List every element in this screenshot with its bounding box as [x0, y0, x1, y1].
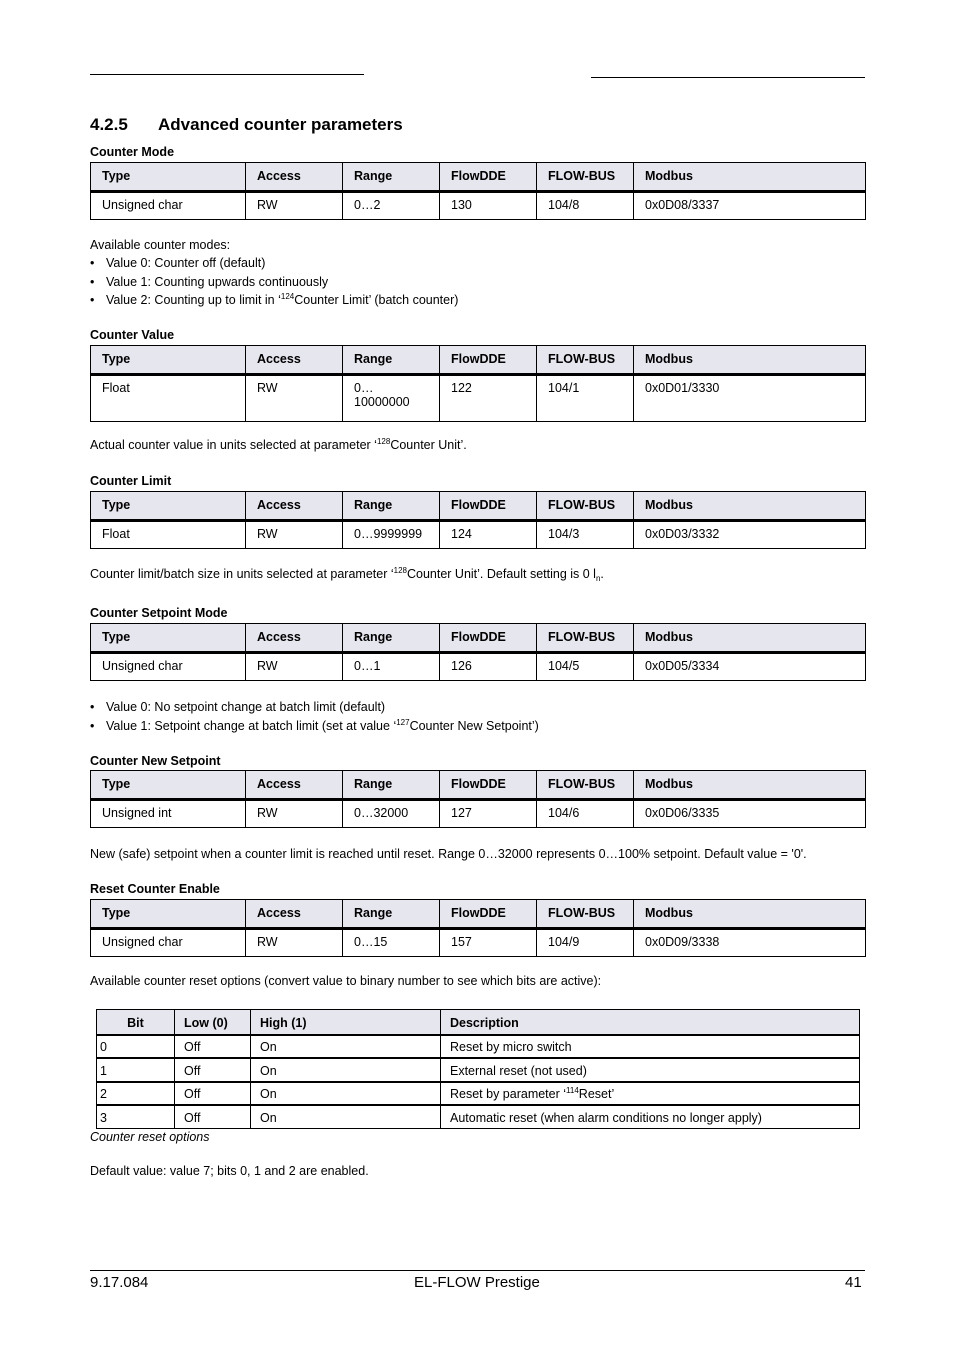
cell-type: Unsigned char [91, 653, 246, 681]
table-header-row [91, 346, 866, 375]
cell-flowdde: 127 [440, 800, 537, 828]
cell-range: 0…9999999 [343, 521, 440, 549]
table-row [91, 653, 866, 681]
cell-bit: 0 [97, 1035, 175, 1059]
table-header-row [91, 771, 866, 800]
cell-type: Unsigned int [91, 800, 246, 828]
table-row [91, 375, 866, 422]
cell-high: On [251, 1035, 441, 1059]
bullet-icon: • [90, 274, 95, 289]
counter-mode-label: Counter Mode [90, 145, 175, 159]
table-header-row [97, 1010, 860, 1035]
header-access: Access [246, 771, 343, 800]
cell-low: Off [175, 1082, 251, 1106]
header-low: Low (0) [175, 1010, 251, 1035]
counter-setpoint-mode-label: Counter Setpoint Mode [90, 606, 228, 620]
header-flowdde: FlowDDE [440, 492, 537, 521]
cell-range: 0…32000 [343, 800, 440, 828]
header-flowbus: FLOW-BUS [537, 346, 634, 375]
header-range: Range [343, 346, 440, 375]
header-range: Range [343, 900, 440, 929]
counter-modes-list [90, 256, 458, 312]
header-type: Type [91, 346, 246, 375]
header-type: Type [91, 624, 246, 653]
cell-flowdde: 122 [440, 375, 537, 422]
cell-flowbus: 104/9 [537, 929, 634, 957]
header-flowdde: FlowDDE [440, 900, 537, 929]
header-high: High (1) [251, 1010, 441, 1035]
header-modbus: Modbus [634, 163, 866, 192]
header-flowbus: FLOW-BUS [537, 900, 634, 929]
section-number: 4.2.5 [90, 115, 128, 134]
section-heading: Advanced counter parameters [158, 115, 403, 134]
cell-high: On [251, 1105, 441, 1129]
counter-value-description: Actual counter value in units selected at parameter ‘$^{128}$Counter Unit’. [90, 437, 467, 452]
counter-limit-table [90, 491, 866, 549]
cell-flowbus: 104/8 [537, 192, 634, 220]
counter-modes-intro: Available counter modes: [90, 238, 231, 252]
header-flowbus: FLOW-BUS [537, 771, 634, 800]
cell-modbus: 0x0D01/3330 [634, 375, 866, 422]
table-header-row [91, 163, 866, 192]
cell-modbus: 0x0D09/3338 [634, 929, 866, 957]
cell-modbus: 0x0D08/3337 [634, 192, 866, 220]
header-access: Access [246, 492, 343, 521]
header-description: Description [441, 1010, 860, 1035]
header-rule-right [591, 77, 865, 78]
bullet-icon: • [90, 293, 95, 307]
cell-description: External reset (not used) [441, 1058, 860, 1082]
bullet-icon: • [90, 256, 95, 270]
cell-range: 0…2 [343, 192, 440, 220]
header-flowdde: FlowDDE [440, 624, 537, 653]
header-range: Range [343, 771, 440, 800]
cell-modbus: 0x0D03/3332 [634, 521, 866, 549]
header-access: Access [246, 346, 343, 375]
reset-options-intro: Available counter reset options (convert value to binary number to see which bits are active): [90, 974, 602, 988]
counter-new-setpoint-table [90, 770, 866, 828]
cell-type: Float [91, 521, 246, 549]
table-header-row [91, 900, 866, 929]
setpoint-mode-list [90, 700, 539, 737]
cell-description: Reset by parameter ‘$^{114}$Reset’ [441, 1082, 860, 1106]
header-access: Access [246, 624, 343, 653]
list-item: • Value 0: Counter off (default) [90, 256, 266, 270]
counter-setpoint-mode-table [90, 623, 866, 681]
cell-flowdde: 124 [440, 521, 537, 549]
header-flowbus: FLOW-BUS [537, 492, 634, 521]
reset-counter-enable-table [90, 899, 866, 957]
header-flowdde: FlowDDE [440, 771, 537, 800]
table-header-row [91, 624, 866, 653]
cell-flowbus: 104/3 [537, 521, 634, 549]
cell-bit: 2 [97, 1082, 175, 1106]
table-row [97, 1058, 860, 1082]
footer-doc-number: 9.17.084 [90, 1274, 149, 1291]
table-row [91, 521, 866, 549]
cell-high: On [251, 1058, 441, 1082]
header-type: Type [91, 771, 246, 800]
counter-value-table [90, 345, 866, 422]
cell-low: Off [175, 1058, 251, 1082]
list-item: • Value 0: No setpoint change at batch limit (default) [90, 700, 386, 714]
counter-new-setpoint-label: Counter New Setpoint [90, 754, 221, 768]
cell-type: Unsigned char [91, 192, 246, 220]
cell-range: 0…15 [343, 929, 440, 957]
header-type: Type [91, 163, 246, 192]
cell-description: Reset by micro switch [441, 1035, 860, 1059]
cell-access: RW [246, 521, 343, 549]
footer-product-name: EL-FLOW Prestige [414, 1274, 540, 1291]
table-row [97, 1105, 860, 1129]
header-access: Access [246, 163, 343, 192]
bullet-icon: • [90, 718, 95, 733]
cell-access: RW [246, 192, 343, 220]
header-access: Access [246, 900, 343, 929]
header-type: Type [91, 492, 246, 521]
cell-type: Unsigned char [91, 929, 246, 957]
reset-counter-enable-label: Reset Counter Enable [90, 882, 220, 896]
header-type: Type [91, 900, 246, 929]
cell-flowdde: 157 [440, 929, 537, 957]
cell-access: RW [246, 375, 343, 422]
header-modbus: Modbus [634, 624, 866, 653]
header-range: Range [343, 624, 440, 653]
cell-access: RW [246, 800, 343, 828]
header-rule-left [90, 74, 364, 75]
cell-flowdde: 126 [440, 653, 537, 681]
table-row [91, 800, 866, 828]
header-modbus: Modbus [634, 346, 866, 375]
cell-low: Off [175, 1035, 251, 1059]
cell-type: Float [91, 375, 246, 422]
list-item: • Value 1: Setpoint change at batch limit (set at value ‘$^{127}$Counter New Setpoint’) [90, 717, 539, 733]
section-title [90, 115, 403, 135]
table-row [91, 192, 866, 220]
table-row [91, 929, 866, 957]
cell-bit: 1 [97, 1058, 175, 1082]
cell-bit: 3 [97, 1105, 175, 1129]
reset-options-table [96, 1009, 860, 1129]
cell-access: RW [246, 653, 343, 681]
cell-modbus: 0x0D06/3335 [634, 800, 866, 828]
header-flowdde: FlowDDE [440, 346, 537, 375]
cell-modbus: 0x0D05/3334 [634, 653, 866, 681]
header-range: Range [343, 163, 440, 192]
table-header-row [91, 492, 866, 521]
header-modbus: Modbus [634, 492, 866, 521]
table-row [97, 1082, 860, 1106]
header-flowbus: FLOW-BUS [537, 624, 634, 653]
header-bit: Bit [97, 1010, 175, 1035]
header-flowbus: FLOW-BUS [537, 163, 634, 192]
table-row [97, 1035, 860, 1059]
cell-range: 0…1 [343, 653, 440, 681]
cell-flowbus: 104/5 [537, 653, 634, 681]
cell-flowbus: 104/6 [537, 800, 634, 828]
cell-description: Automatic reset (when alarm conditions no longer apply) [441, 1105, 860, 1129]
counter-limit-label: Counter Limit [90, 474, 172, 488]
header-modbus: Modbus [634, 771, 866, 800]
counter-value-label: Counter Value [90, 328, 175, 342]
table-caption: Counter reset options [90, 1130, 210, 1144]
counter-limit-description: Counter limit/batch size in units selected at parameter ‘$^{128}$Counter Unit’. Default setting is 0 $l_n$. [90, 566, 604, 583]
list-item: • Value 2: Counting up to limit in ‘$^{124}$Counter Limit’ (batch counter) [90, 292, 459, 307]
footer-page-number: 41 [845, 1274, 862, 1291]
header-flowdde: FlowDDE [440, 163, 537, 192]
cell-high: On [251, 1082, 441, 1106]
list-item: • Value 1: Counting upwards continuously [90, 274, 329, 289]
counter-new-setpoint-description: New (safe) setpoint when a counter limit is reached until reset. Range 0…32000 represents 0…100% setpoint. Default value = '0'. [90, 847, 807, 861]
cell-flowdde: 130 [440, 192, 537, 220]
header-range: Range [343, 492, 440, 521]
footer-rule [90, 1270, 865, 1271]
default-value-note: Default value: value 7; bits 0, 1 and 2 are enabled. [90, 1164, 369, 1178]
cell-range: 0… 10000000 [343, 375, 440, 422]
bullet-icon: • [90, 700, 95, 714]
header-modbus: Modbus [634, 900, 866, 929]
cell-flowbus: 104/1 [537, 375, 634, 422]
cell-access: RW [246, 929, 343, 957]
cell-low: Off [175, 1105, 251, 1129]
counter-mode-table [90, 162, 866, 220]
